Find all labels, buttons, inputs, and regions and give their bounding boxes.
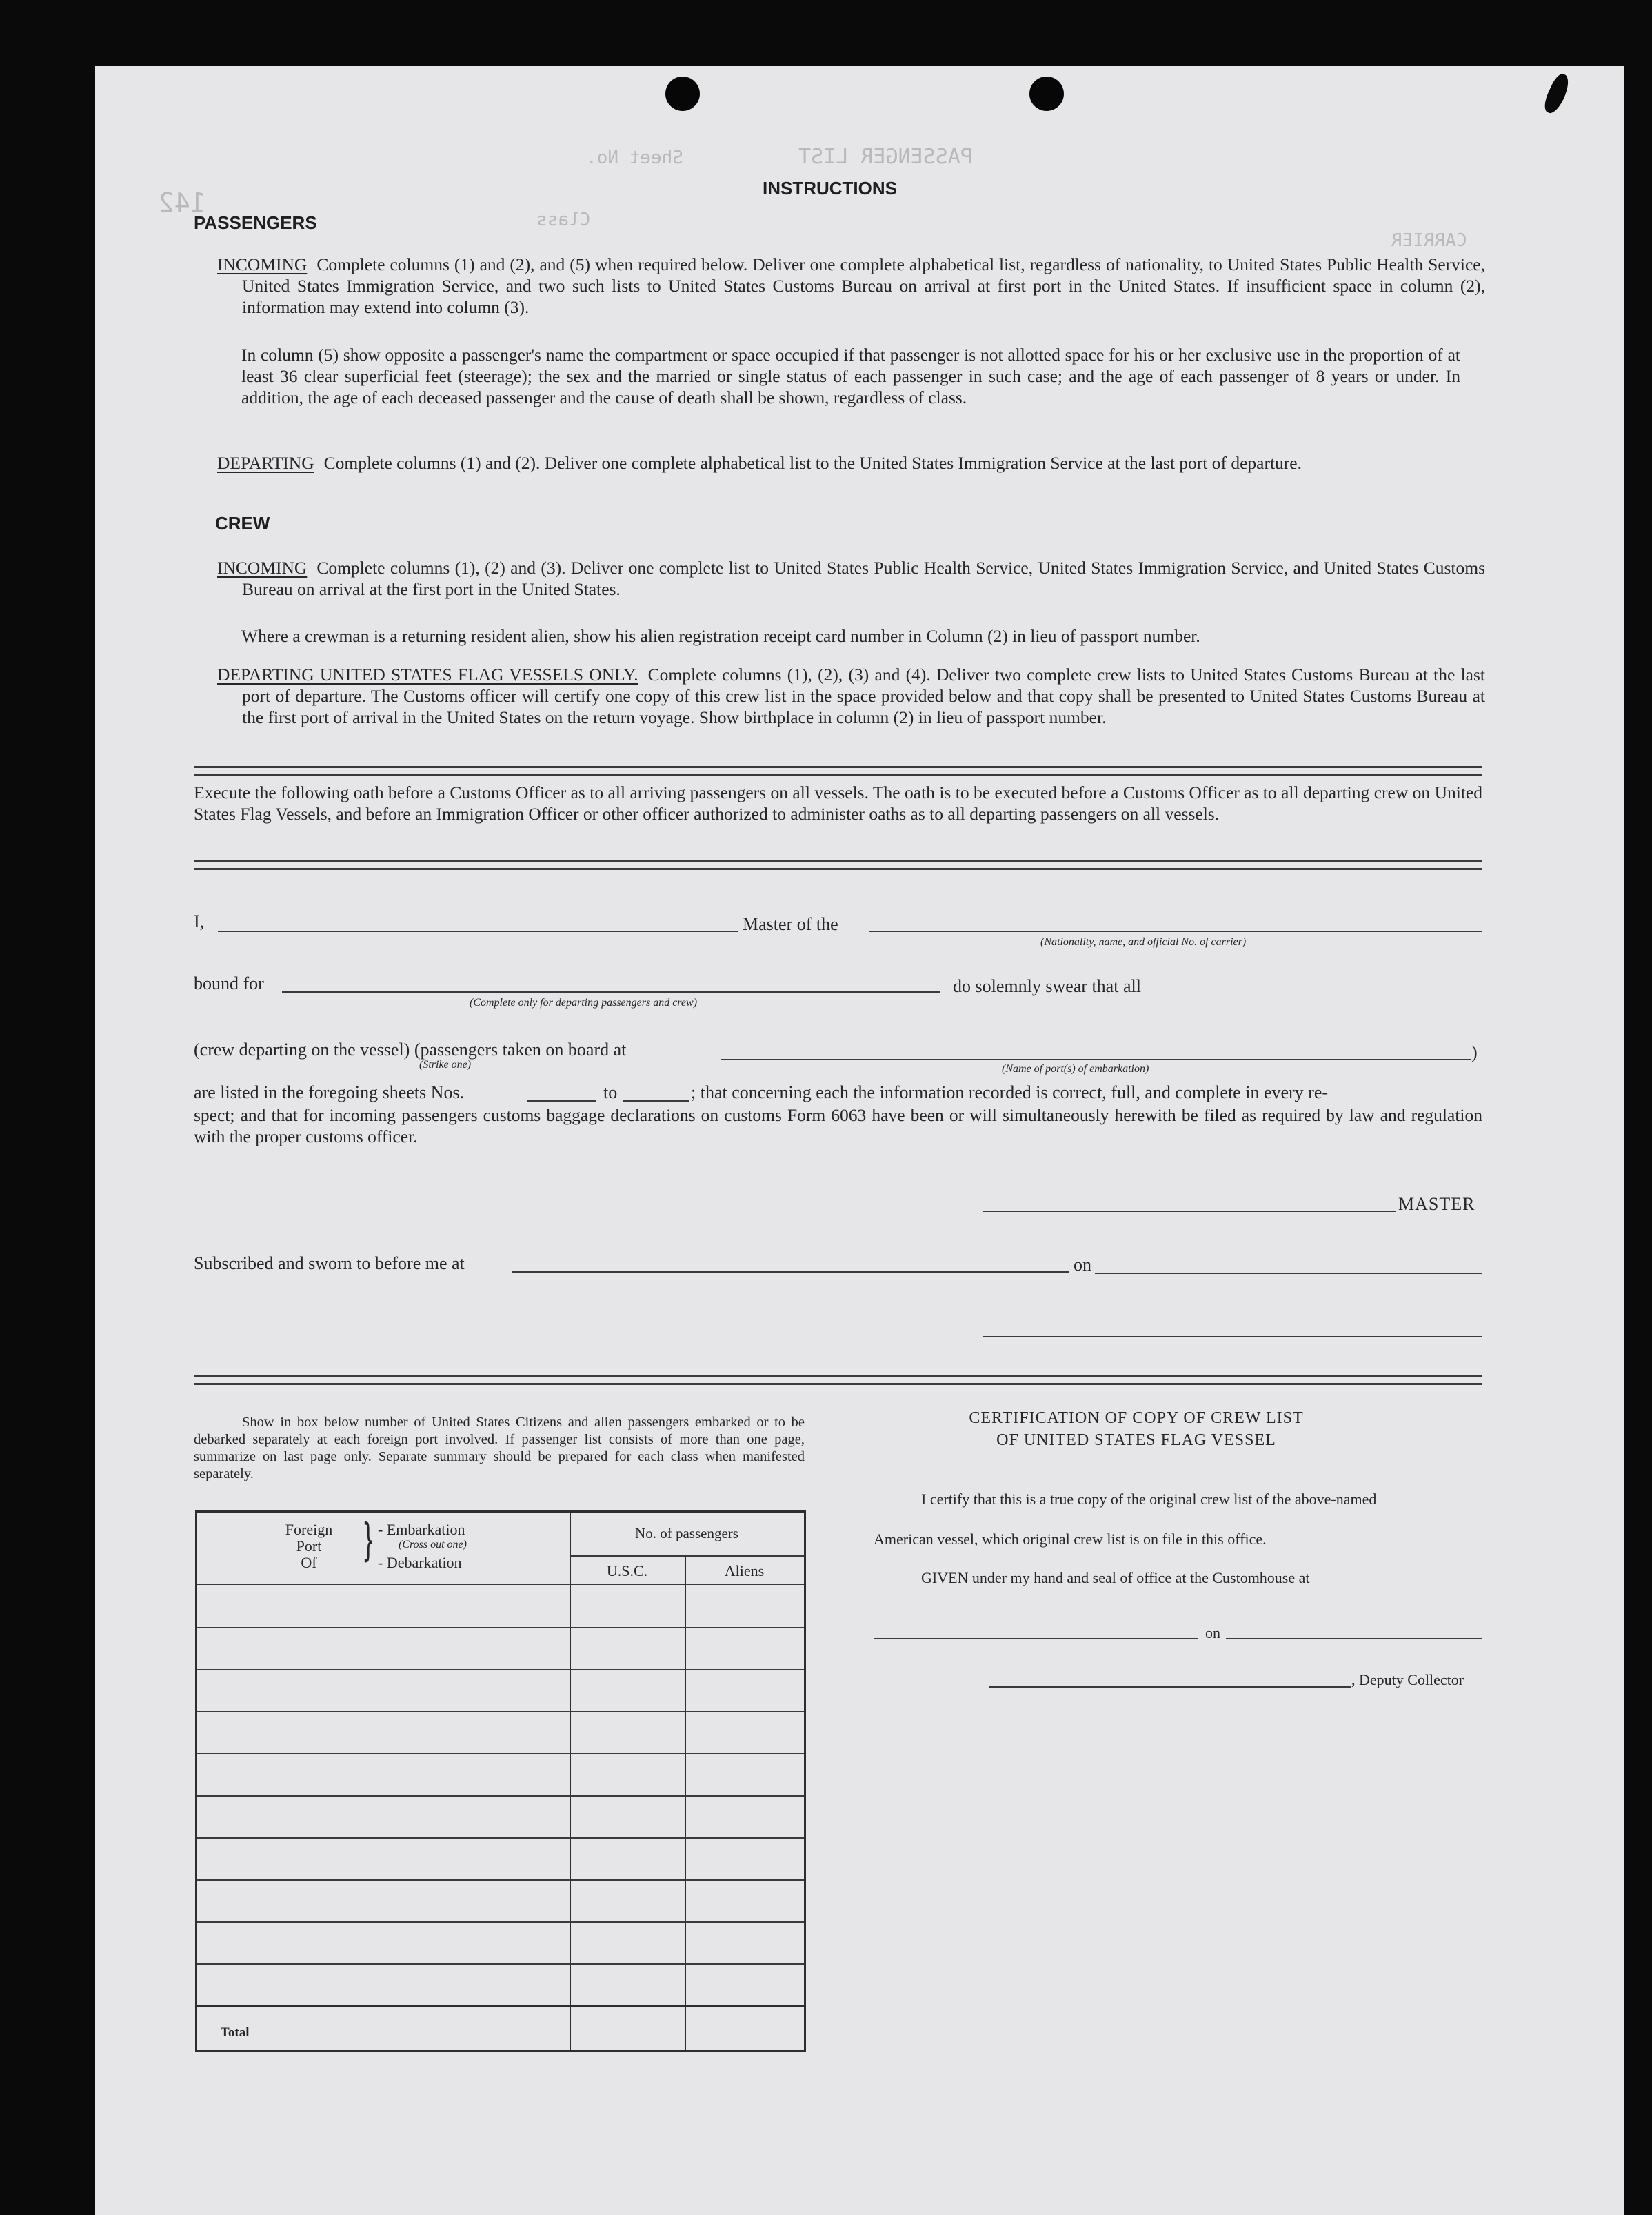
bound-for-label: bound for <box>194 973 264 993</box>
listed-sheets-continuation: ; that concerning each the information recorded is correct, full, and complete in every re- <box>691 1082 1329 1102</box>
passengers-departing-paragraph <box>217 452 1485 474</box>
passengers-heading: PASSENGERS <box>194 212 317 233</box>
table-row-line <box>197 1879 804 1881</box>
master-label: MASTER <box>1398 1194 1475 1214</box>
listed-sheets-label: are listed in the foregoing sheets Nos. <box>194 1082 465 1102</box>
cross-out-caption: (Cross out one) <box>399 1539 467 1550</box>
bound-for-line[interactable] <box>282 991 940 993</box>
given-text: GIVEN under my hand and seal of office at the Customhouse at <box>921 1569 1310 1586</box>
subscribed-label: Subscribed and sworn to before me at <box>194 1253 465 1273</box>
table-total-line <box>197 2005 804 2007</box>
of-label: Of <box>301 1554 317 1571</box>
bleed-through-number: 142 <box>159 188 206 218</box>
table-header-split <box>570 1555 804 1557</box>
bleed-through-sheet: Sheet No. <box>586 148 683 168</box>
crew-departing-label: DEPARTING UNITED STATES FLAG VESSELS ONLY. <box>217 665 638 685</box>
officer-signature-line[interactable] <box>983 1336 1482 1337</box>
divider-double-2 <box>194 860 1482 870</box>
crew-heading: CREW <box>215 513 270 534</box>
sheet-from-line[interactable] <box>527 1100 596 1102</box>
master-signature-line[interactable] <box>983 1211 1396 1212</box>
aliens-label: Aliens <box>724 1562 765 1579</box>
no-passengers-label: No. of passengers <box>635 1525 738 1541</box>
subscribed-place-line[interactable] <box>512 1271 1069 1273</box>
document-page <box>95 66 1624 2215</box>
divider-double-1 <box>194 766 1482 776</box>
carrier-caption: (Nationality, name, and official No. of carrier) <box>1040 936 1247 948</box>
carrier-line[interactable] <box>869 931 1482 932</box>
passengers-incoming-text: Complete columns (1) and (2), and (5) when required below. Deliver one complete alphabetical list, regardless of nationality, to United States Public Health Service, United States Immigration Service, and two such lists to United States Customs Bureau on arrival at first port in the United States. If insufficient space in column (2), information may extend into column (3). <box>242 254 1485 317</box>
divider-double-3 <box>194 1375 1482 1385</box>
table-row-line <box>197 1837 804 1839</box>
column5-paragraph: In column (5) show opposite a passenger's name the compartment or space occupied if that passenger is not allotted space for his or her exclusive use in the proportion of at least 36 clear superficial feet (steerage); the sex and the married or single status of each passenger in such case; and the age of each passenger of 8 years or under. In addition, the age of each deceased passenger and the cause of death shall be shown, regardless of class. <box>241 345 1460 407</box>
crew-resident-paragraph: Where a crewman is a returning resident alien, show his alien registration receipt card number in Column (2) in lieu of passport number. <box>241 626 1200 646</box>
close-paren: ) <box>1471 1042 1478 1062</box>
oath-intro-paragraph: Execute the following oath before a Customs Officer as to all arriving passengers on all vessels. The oath is to be executed before a Customs Officer as to all departing crew on United States Flag Vessels, and before an Immigration Officer or other officer authorized to administer oaths as to all departing passengers on all vessels. <box>194 782 1482 824</box>
oath-i-label: I, <box>194 911 205 931</box>
certification-on-label: on <box>1205 1624 1220 1641</box>
vessel-text: American vessel, which original crew list is on file in this office. <box>874 1530 1267 1548</box>
crew-incoming-label: INCOMING <box>217 558 308 578</box>
table-divider-port <box>570 1513 571 2050</box>
table-row-line <box>197 1711 804 1712</box>
bleed-through-title: PASSENGER LIST <box>798 145 973 169</box>
passengers-departing-label: DEPARTING <box>217 453 314 473</box>
certification-title-1: CERTIFICATION OF COPY OF CREW LIST <box>969 1409 1304 1427</box>
page-title: INSTRUCTIONS <box>763 178 897 199</box>
punch-hole-right <box>1029 77 1064 111</box>
port-caption: (Name of port(s) of embarkation) <box>1002 1063 1149 1075</box>
master-name-line[interactable] <box>218 931 738 932</box>
bound-for-caption: (Complete only for departing passengers and crew) <box>470 997 698 1009</box>
certify-text: I certify that this is a true copy of the original crew list of the above-named <box>921 1490 1377 1508</box>
bleed-through-class: Class <box>536 210 591 230</box>
crew-incoming-paragraph <box>217 557 1485 600</box>
table-divider-usc <box>685 1555 686 2050</box>
sheet-to-line[interactable] <box>623 1100 689 1102</box>
table-row-line <box>197 1921 804 1923</box>
brace-icon: } <box>362 1515 375 1566</box>
crew-departing-label-oath: (crew departing on the vessel) (passengers taken on board at <box>194 1040 627 1060</box>
table-row-line <box>197 1669 804 1670</box>
listed-sheets-paragraph: spect; and that for incoming passengers customs baggage declarations on customs Form 6063 have been or will simultaneously herewith be filed as required by law and regulation with the proper customs officer. <box>194 1105 1482 1146</box>
certification-date-line[interactable] <box>1226 1638 1482 1639</box>
certification-title-2: OF UNITED STATES FLAG VESSEL <box>996 1431 1276 1449</box>
crew-departing-text: Complete columns (1), (2), (3) and (4). Deliver two complete crew lists to United States Customs Bureau at the last port of departure. The Customs officer will certify one copy of this crew list in the space provided below and that copy shall be presented to United States Customs Bureau at the first port of arrival in the United States on the return voyage. Show birthplace in column (2) in lieu of passport number. <box>242 665 1485 727</box>
debarkation-label: - Debarkation <box>378 1554 462 1571</box>
bleed-through-carrier: CARRIER <box>1391 230 1467 251</box>
strike-one-caption: (Strike one) <box>419 1059 472 1071</box>
passenger-summary-table <box>195 1510 806 2052</box>
embarkation-label: - Embarkation <box>378 1521 465 1538</box>
table-row-line <box>197 1795 804 1797</box>
crew-departing-paragraph <box>217 664 1485 728</box>
table-row-line <box>197 1963 804 1965</box>
punch-hole-left <box>665 77 700 111</box>
subscribed-date-line[interactable] <box>1095 1273 1482 1274</box>
total-label: Total <box>221 2025 250 2040</box>
deputy-signature-line[interactable] <box>989 1686 1351 1688</box>
passengers-incoming-paragraph <box>217 254 1485 318</box>
subscribed-on-label: on <box>1074 1255 1091 1275</box>
port-label: Port <box>296 1537 322 1555</box>
swear-label: do solemnly swear that all <box>953 976 1141 996</box>
table-header-bottom <box>197 1584 804 1585</box>
table-row-line <box>197 1627 804 1628</box>
ink-blot <box>1540 72 1573 117</box>
master-of-label: Master of the <box>743 914 838 934</box>
passengers-incoming-label: INCOMING <box>217 254 308 274</box>
deputy-collector-label: , Deputy Collector <box>1351 1671 1464 1688</box>
passengers-departing-text: Complete columns (1) and (2). Deliver one complete alphabetical list to the United States Immigration Service at the last port of departure. <box>323 453 1302 473</box>
usc-label: U.S.C. <box>606 1562 648 1579</box>
embarkation-port-line[interactable] <box>721 1059 1471 1060</box>
sheet-to-label: to <box>603 1082 618 1102</box>
table-row-line <box>197 1753 804 1754</box>
crew-incoming-text: Complete columns (1), (2) and (3). Deliver one complete list to United States Public Health Service, United States Immigration Service, and United States Customs Bureau on arrival at the first port in the United States. <box>242 558 1485 599</box>
summary-instructions: Show in box below number of United States Citizens and alien passengers embarked or to be debarked separately at each foreign port involved. If passenger list consists of more than one page, summarize on last page only. Separate summary should be prepared for each class when manifested separately. <box>194 1415 805 1481</box>
foreign-label: Foreign <box>285 1521 333 1538</box>
customhouse-line[interactable] <box>874 1638 1198 1639</box>
